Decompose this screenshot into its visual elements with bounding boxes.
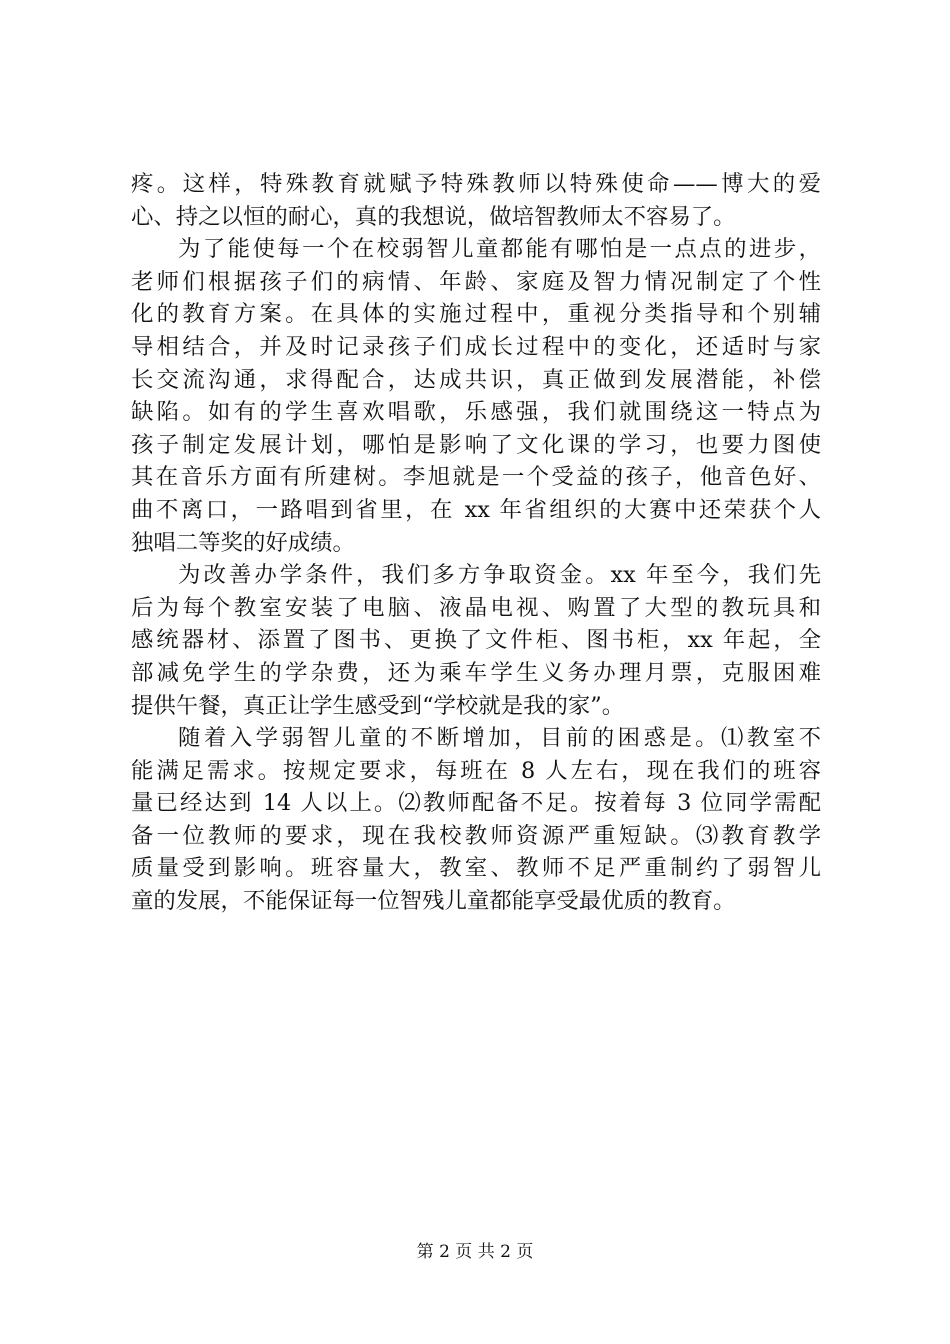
- page-footer: 第 2 页 共 2 页: [416, 1242, 534, 1262]
- text-line: 提供午餐，真正让学生感受到“学校就是我的家”。: [131, 692, 625, 719]
- text-line: 化的教育方案。在具体的实施过程中，重视分类指导和个别辅: [131, 301, 821, 328]
- text-line: 质量受到影响。班容量大，教室、教师不足严重制约了弱智儿: [131, 855, 821, 882]
- text-line: 独唱二等奖的好成绩。: [131, 529, 355, 556]
- text-line: 备一位教师的要求，现在我校教师资源严重短缺。⑶教育教学: [131, 822, 821, 849]
- text-line: 曲不离口，一路唱到省里，在 xx 年省组织的大赛中还荣获个人: [131, 496, 821, 523]
- text-line: 老师们根据孩子们的病情、年龄、家庭及智力情况制定了个性: [131, 268, 821, 295]
- text-line: 童的发展，不能保证每一位智残儿童都能享受最优质的教育。: [131, 888, 736, 915]
- text-line: 长交流沟通，求得配合，达成共识，真正做到发展潜能，补偿: [131, 366, 821, 393]
- text-line: 导相结合，并及时记录孩子们成长过程中的变化，还适时与家: [131, 333, 821, 360]
- text-line: 感统器材、添置了图书、更换了文件柜、图书柜，xx 年起，全: [131, 627, 821, 654]
- text-line: 心、持之以恒的耐心，真的我想说，做培智教师太不容易了。: [131, 203, 736, 230]
- text-line: 孩子制定发展计划，哪怕是影响了文化课的学习，也要力图使: [131, 431, 821, 458]
- text-line: 其在音乐方面有所建树。李旭就是一个受益的孩子，他音色好、: [131, 464, 821, 491]
- text-line: 量已经达到 14 人以上。⑵教师配备不足。按着每 3 位同学需配: [131, 790, 821, 817]
- text-line: 缺陷。如有的学生喜欢唱歌，乐感强，我们就围绕这一特点为: [131, 399, 821, 426]
- text-line: 后为每个教室安装了电脑、液晶电视、购置了大型的教玩具和: [131, 594, 821, 621]
- text-line: 疼。这样，特殊教育就赋予特殊教师以特殊使命——博大的爱: [131, 171, 821, 197]
- text-line: 为了能使每一个在校弱智儿童都能有哪怕是一点点的进步，: [178, 236, 821, 263]
- text-line: 能满足需求。按规定要求，每班在 8 人左右，现在我们的班容: [131, 757, 821, 784]
- document-body: [131, 168, 821, 918]
- text-line: 为改善办学条件，我们多方争取资金。xx 年至今，我们先: [178, 562, 821, 589]
- text-line: 部减免学生的学杂费，还为乘车学生义务办理月票，克服困难: [131, 659, 821, 686]
- text-line: 随着入学弱智儿童的不断增加，目前的困惑是。⑴教室不: [178, 725, 821, 752]
